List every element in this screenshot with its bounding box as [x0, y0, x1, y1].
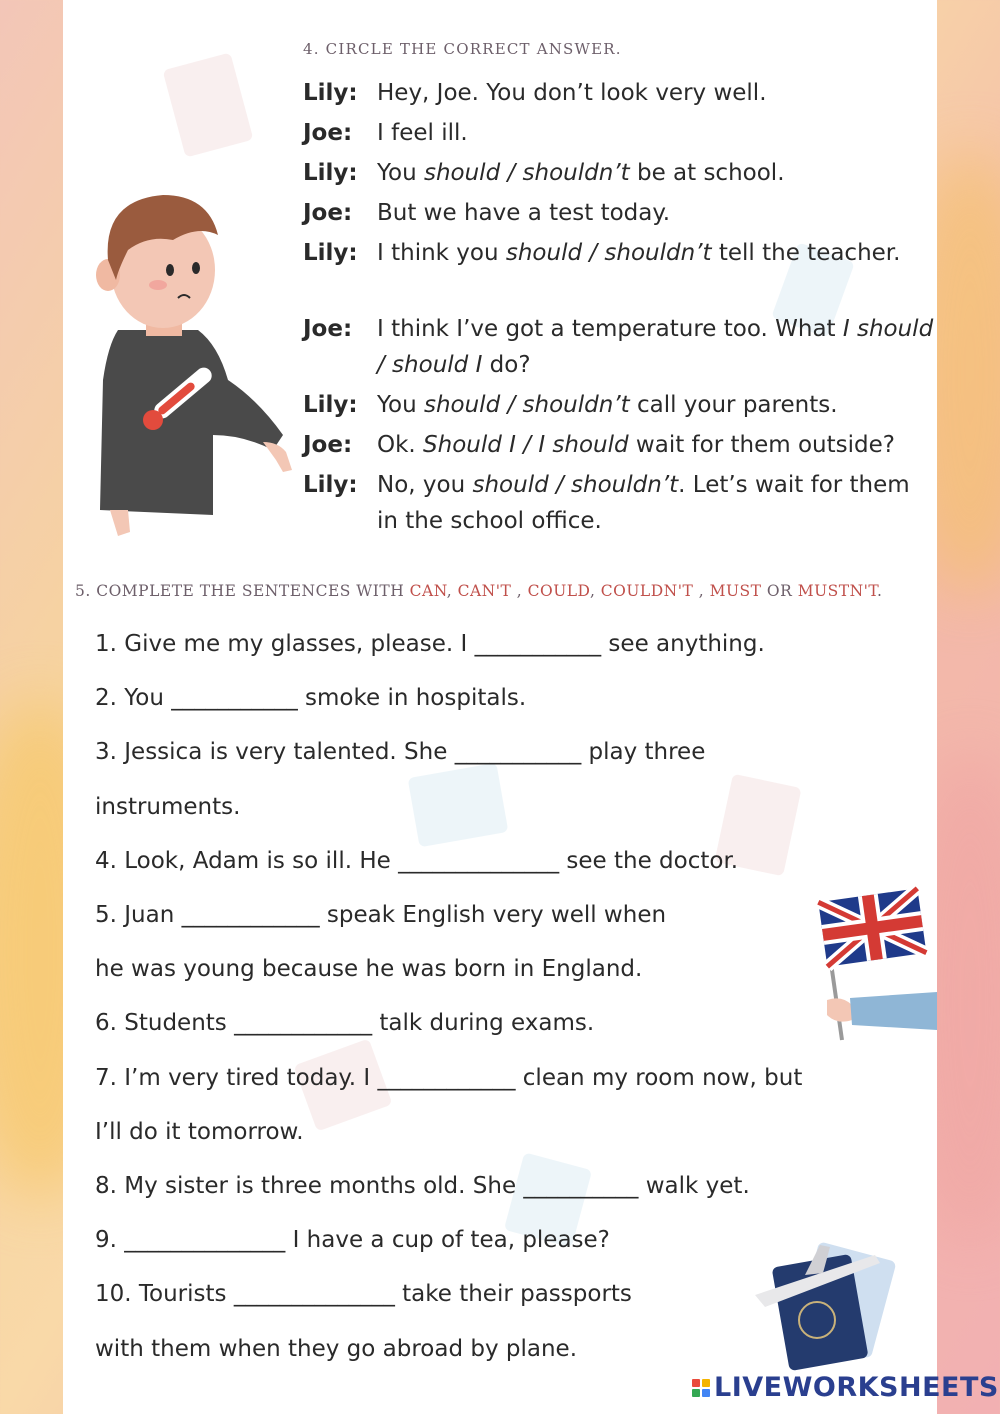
- speech-text: [377, 467, 937, 539]
- speech-post: . Let’s wait for them in the school office.: [377, 472, 910, 534]
- heading-prefix: 5. COMPLETE THE SENTENCES WITH: [75, 582, 410, 600]
- speaker-label: Joe:: [303, 432, 353, 458]
- uk-flag-illustration: [812, 880, 937, 1045]
- logo-icon: [692, 1379, 710, 1397]
- sentence-text: 6. Students: [95, 1010, 235, 1037]
- speech-post: call your parents.: [629, 392, 838, 418]
- passport-plane-illustration: [745, 1235, 905, 1375]
- sentence-text: take their passports: [394, 1281, 632, 1308]
- decorative-book: [163, 52, 254, 157]
- sentence-text: clean my room now, but: [515, 1064, 803, 1091]
- sentence-text: see anything.: [601, 631, 765, 657]
- sick-boy-illustration: [78, 180, 298, 540]
- word-must: MUST: [709, 582, 762, 600]
- speaker-label: Joe:: [303, 316, 353, 342]
- speech-text: [377, 235, 937, 271]
- sentence-text: 10. Tourists: [95, 1281, 234, 1308]
- speaker-label: Lily:: [303, 80, 358, 106]
- heading-separator: ,: [693, 582, 710, 600]
- speech-text: [377, 311, 937, 383]
- choice-option[interactable]: should / shouldn’t: [505, 240, 712, 266]
- decorative-book: [408, 763, 509, 848]
- exercise-line: [95, 1006, 594, 1040]
- sentence-text: smoke in hospitals.: [297, 685, 527, 712]
- speech-text: [377, 155, 937, 191]
- speaker-label: Lily:: [303, 392, 358, 418]
- choice-option[interactable]: should / shouldn’t: [423, 392, 630, 418]
- sentence-text: 7. I’m very tired today. I: [95, 1064, 378, 1091]
- sentence-text: walk yet.: [638, 1173, 750, 1199]
- choice-option[interactable]: should / shouldn’t: [472, 472, 679, 498]
- exercise-line: [95, 1332, 577, 1366]
- exercise-line: [95, 735, 705, 769]
- section-4-heading: 4. CIRCLE THE CORRECT ANSWER.: [303, 40, 622, 58]
- sentence-text: he was young because he was born in England.: [95, 956, 643, 983]
- word-cant: CAN'T: [457, 582, 512, 600]
- speech-pre: I think I’ve got a temperature too. What: [377, 316, 843, 342]
- sentence-text: I have a cup of tea, please?: [285, 1227, 610, 1254]
- speech-text: [377, 387, 937, 423]
- speech-pre: I feel ill.: [377, 120, 468, 146]
- sentence-text: I’ll do it tomorrow.: [95, 1118, 304, 1145]
- answer-blank[interactable]: ____________: [377, 1064, 516, 1091]
- speech-text: [377, 115, 937, 151]
- sentence-text: 3. Jessica is very talented. She: [95, 739, 455, 766]
- sentence-text: see the doctor.: [559, 847, 739, 874]
- speech-pre: I think you: [377, 240, 506, 266]
- answer-blank[interactable]: ____________: [181, 902, 320, 928]
- exercise-line: [95, 627, 765, 661]
- word-can: CAN: [409, 582, 447, 600]
- speech-post: wait for them outside?: [628, 432, 895, 458]
- exercise-line: [95, 1223, 610, 1257]
- exercise-line: [95, 898, 666, 932]
- speech-post: be at school.: [629, 160, 785, 186]
- exercise-line: [95, 1115, 304, 1149]
- speech-pre: Ok.: [377, 432, 424, 458]
- heading-separator: ,: [511, 582, 528, 600]
- speaker-label: Lily:: [303, 240, 358, 266]
- speech-text: [377, 75, 937, 111]
- answer-blank[interactable]: ___________: [171, 685, 298, 712]
- choice-option[interactable]: should / shouldn’t: [423, 160, 630, 186]
- sentence-text: 5. Juan: [95, 902, 182, 928]
- speech-pre: Hey, Joe. You don’t look very well.: [377, 80, 767, 106]
- sentence-text: 4. Look, Adam is so ill. He: [95, 847, 399, 874]
- heading-separator: OR: [761, 582, 798, 600]
- speaker-label: Lily:: [303, 160, 358, 186]
- choice-option[interactable]: I should / should I: [377, 316, 934, 378]
- answer-blank[interactable]: ____________: [234, 1010, 373, 1037]
- exercise-line: [95, 790, 240, 824]
- choice-option[interactable]: Should I / I should: [423, 432, 629, 458]
- sentence-text: with them when they go abroad by plane.: [95, 1335, 578, 1362]
- sentence-text: play three: [581, 739, 706, 766]
- word-mustnt: MUSTN'T: [797, 582, 877, 600]
- exercise-line: [95, 1061, 802, 1095]
- answer-blank[interactable]: ___________: [454, 739, 582, 766]
- sentence-text: 2. You: [95, 685, 172, 712]
- word-couldnt: COULDN'T: [600, 582, 694, 600]
- heading-end: .: [877, 582, 883, 600]
- speech-text: [377, 427, 937, 463]
- answer-blank[interactable]: ___________: [474, 631, 602, 657]
- speech-pre: You: [377, 160, 424, 186]
- section-5-heading: [75, 582, 882, 600]
- speech-post: do?: [482, 352, 531, 378]
- sentence-text: speak English very well when: [319, 902, 667, 928]
- speaker-label: Joe:: [303, 200, 353, 226]
- liveworksheets-logo: [692, 1372, 999, 1403]
- exercise-line: [95, 681, 526, 715]
- heading-separator: ,: [589, 582, 601, 600]
- exercise-line: [95, 844, 738, 878]
- exercise-line: [95, 1169, 750, 1203]
- answer-blank[interactable]: ______________: [124, 1227, 286, 1254]
- speech-pre: But we have a test today.: [377, 200, 671, 226]
- speaker-label: Joe:: [303, 120, 353, 146]
- exercise-line: [95, 1277, 632, 1311]
- answer-blank[interactable]: __________: [523, 1173, 639, 1199]
- word-could: COULD: [527, 582, 590, 600]
- speaker-label: Lily:: [303, 472, 358, 498]
- exercise-line: [95, 952, 642, 986]
- speech-pre: No, you: [377, 472, 473, 498]
- sentence-text: talk during exams.: [372, 1010, 595, 1037]
- speech-text: [377, 195, 937, 231]
- sentence-text: 9.: [95, 1227, 125, 1254]
- speech-pre: You: [377, 392, 424, 418]
- speech-post: tell the teacher.: [711, 240, 901, 266]
- answer-blank[interactable]: ______________: [233, 1281, 395, 1308]
- answer-blank[interactable]: ______________: [398, 847, 560, 874]
- logo-text: LIVEWORKSHEETS: [714, 1372, 999, 1403]
- heading-separator: ,: [446, 582, 458, 600]
- sentence-text: 1. Give me my glasses, please. I: [95, 631, 475, 657]
- sentence-text: 8. My sister is three months old. She: [95, 1173, 524, 1199]
- sentence-text: instruments.: [95, 793, 241, 820]
